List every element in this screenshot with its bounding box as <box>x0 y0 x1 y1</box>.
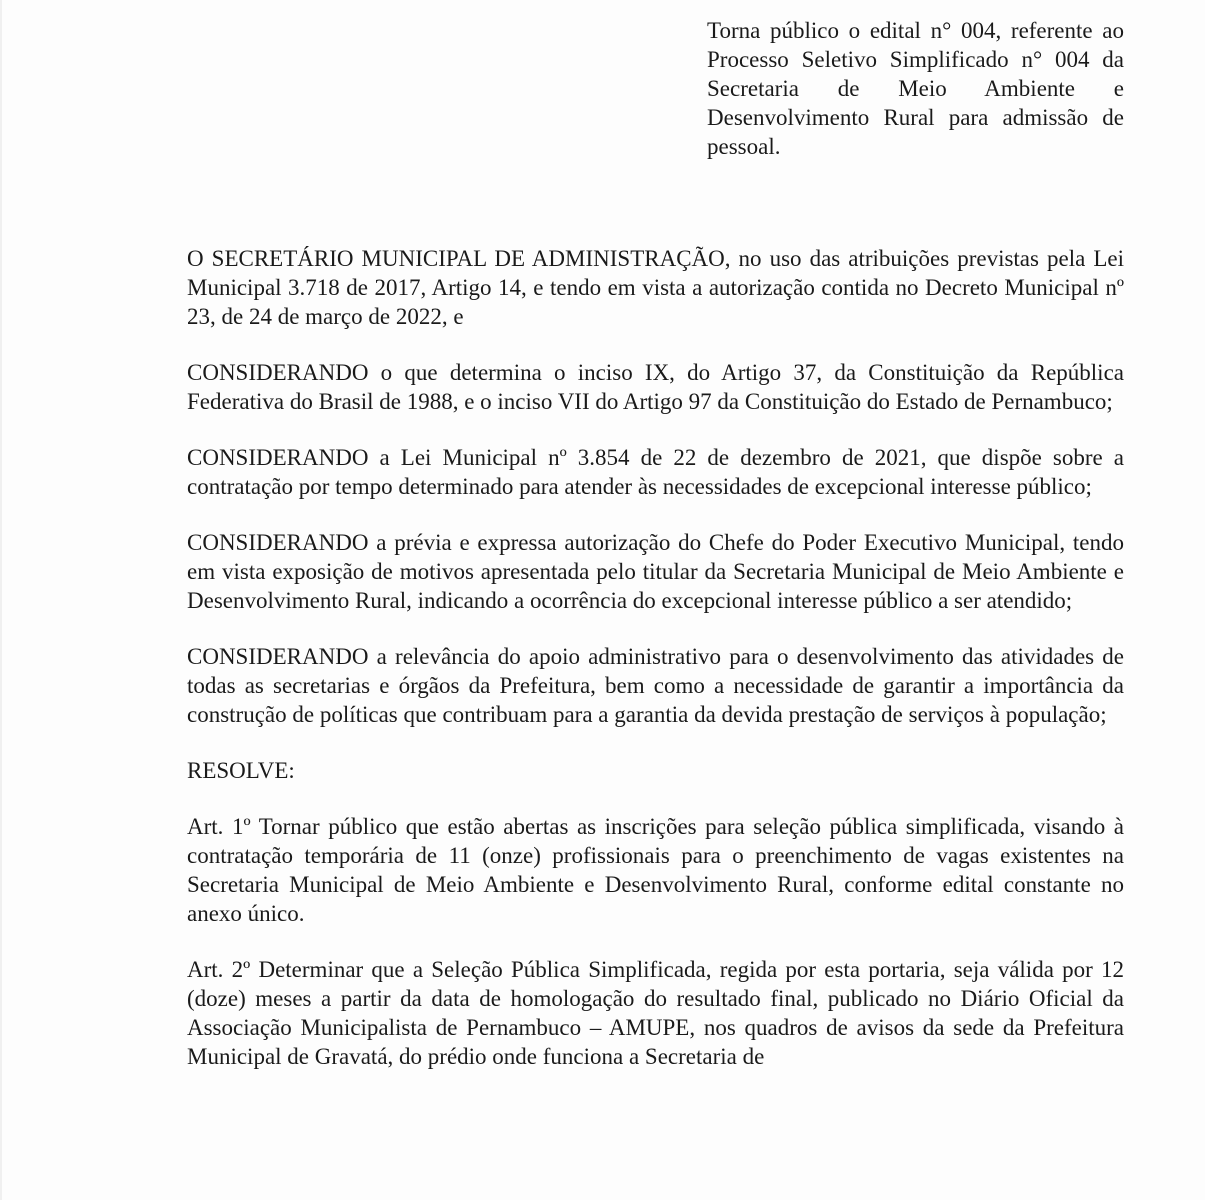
ementa-paragraph: Torna público o edital n° 004, referente ao Processo Seletivo Simplificado n° 004 da Secretaria de Meio Ambiente e Desenvolvimento Rural para admissão de pessoal. <box>707 18 1124 159</box>
article-2-paragraph: Art. 2º Determinar que a Seleção Pública Simplificada, regida por esta portaria, seja válida por 12 (doze) meses a partir da data de homologação do resultado final, publicado no Diário Oficial da Associação Municipalista de Pernambuco – AMUPE, nos quadros de avisos da sede da Prefeitura Municipal de Gravatá, do prédio onde funciona a Secretaria de <box>187 957 1124 1069</box>
considerando-paragraph-4: CONSIDERANDO a relevância do apoio administrativo para o desenvolvimento das atividades de todas as secretarias e órgãos da Prefeitura, bem como a necessidade de garantir a importância da construção de políticas que contribuam para a garantia da devida prestação de serviços à população; <box>187 644 1124 727</box>
resolve-heading: RESOLVE: <box>187 758 295 783</box>
preamble-paragraph: O SECRETÁRIO MUNICIPAL DE ADMINISTRAÇÃO, no uso das atribuições previstas pela Lei Municipal 3.718 de 2017, Artigo 14, e tendo em vista a autorização contida no Decreto Municipal nº 23, de 24 de março de 2022, e <box>187 246 1124 329</box>
considerando-paragraph-3: CONSIDERANDO a prévia e expressa autorização do Chefe do Poder Executivo Municipal, tendo em vista exposição de motivos apresentada pelo titular da Secretaria Municipal de Meio Ambiente e Desenvolvimento Rural, indicando a ocorrência do excepcional interesse público a ser atendido; <box>187 530 1124 613</box>
considerando-paragraph-2: CONSIDERANDO a Lei Municipal nº 3.854 de 22 de dezembro de 2021, que dispõe sobre a contratação por tempo determinado para atender às necessidades de excepcional interesse público; <box>187 445 1124 499</box>
article-1-paragraph: Art. 1º Tornar público que estão abertas as inscrições para seleção pública simplificada, visando à contratação temporária de 11 (onze) profissionais para o preenchimento de vagas existentes na Secretaria Municipal de Meio Ambiente e Desenvolvimento Rural, conforme edital constante no anexo único. <box>187 814 1124 926</box>
scan-edge <box>0 0 2 1200</box>
considerando-paragraph-1: CONSIDERANDO o que determina o inciso IX, do Artigo 37, da Constituição da República Federativa do Brasil de 1988, e o inciso VII do Artigo 97 da Constituição do Estado de Pernambuco; <box>187 360 1124 414</box>
document-body <box>187 244 1124 1071</box>
